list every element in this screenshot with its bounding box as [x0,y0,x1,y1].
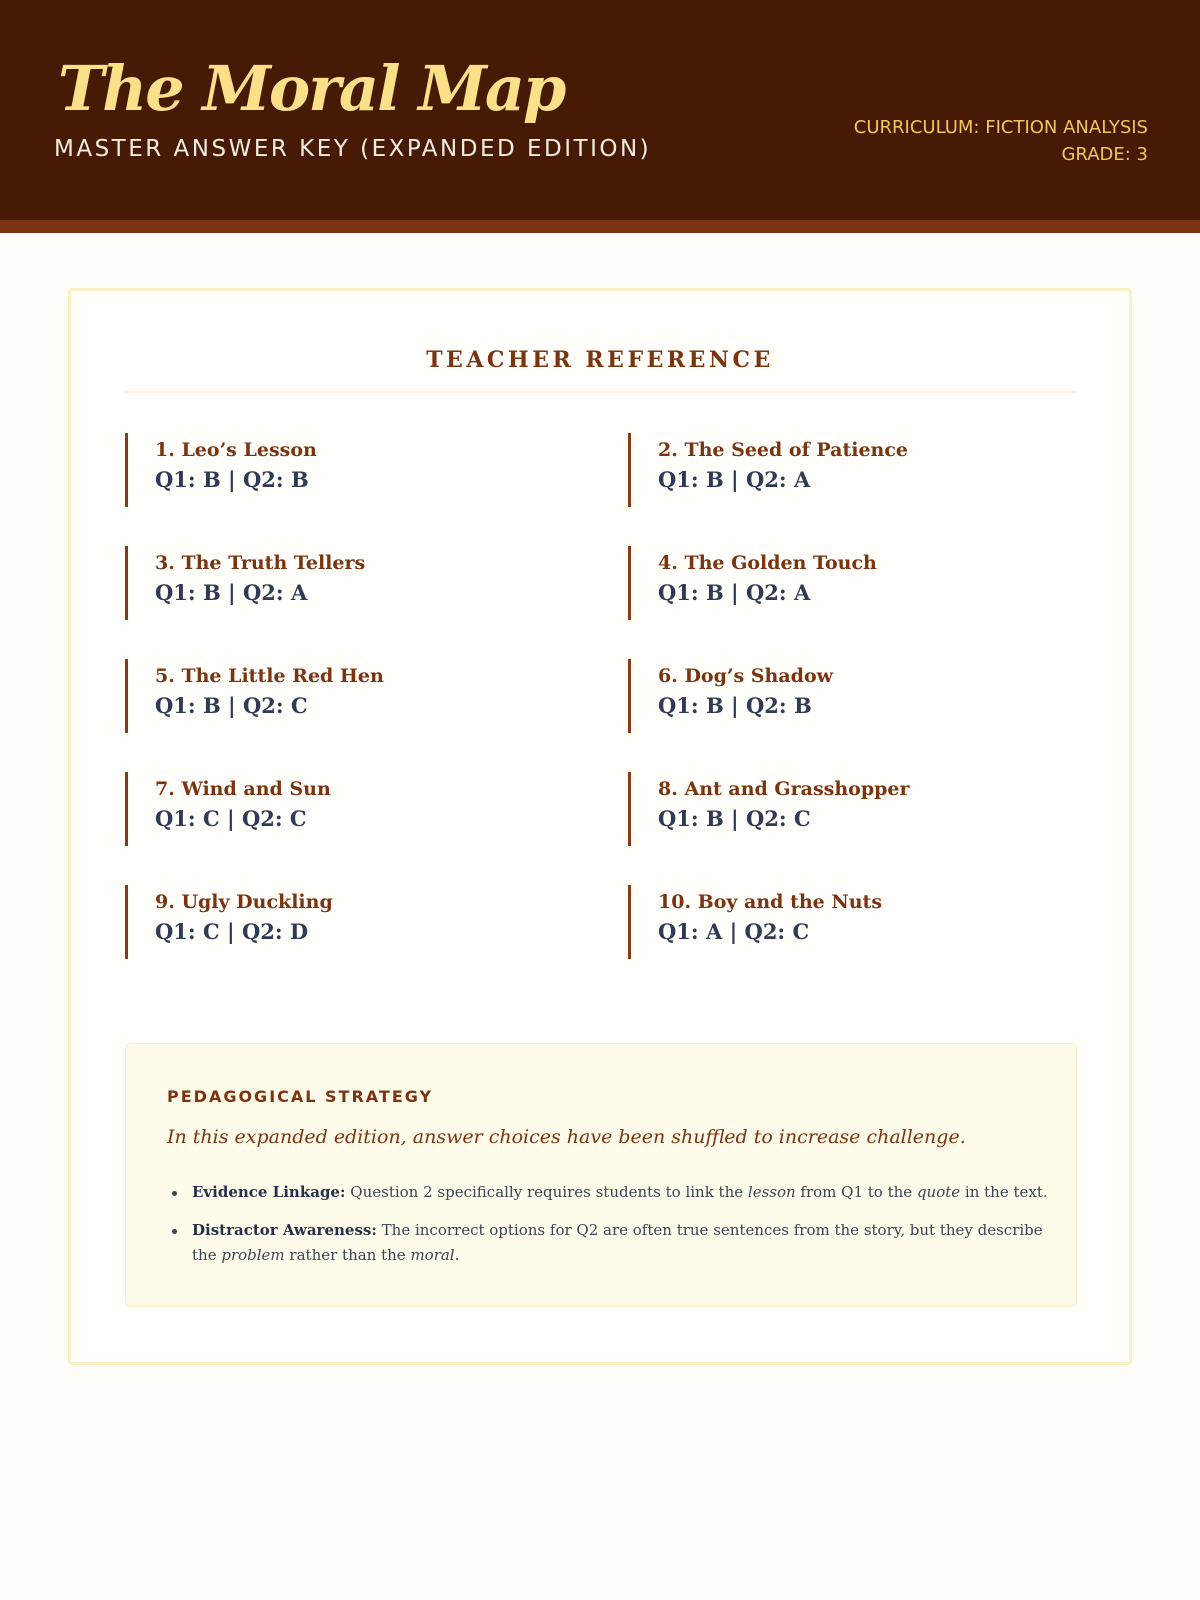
answer-key-card [68,288,1132,1365]
curriculum-meta [854,114,1148,168]
answer-item [125,659,565,733]
story-answers: Q1: B | Q2: C [155,693,308,718]
section-heading: TEACHER REFERENCE [426,347,774,373]
strategy-bullet [192,1180,1052,1205]
story-answers: Q1: B | Q2: B [658,693,812,718]
answer-item [125,546,565,620]
story-answers: Q1: B | Q2: B [155,467,309,492]
story-title: 5. The Little Red Hen [155,665,384,687]
document-subtitle: MASTER ANSWER KEY (EXPANDED EDITION) [54,136,652,162]
header-divider [0,220,1200,233]
grade-label: GRADE: 3 [1061,144,1148,165]
bullet-text: from Q1 to the [795,1183,917,1201]
answer-item [628,433,1068,507]
story-title: 8. Ant and Grasshopper [658,778,910,800]
pedagogical-strategy-box [125,1043,1077,1307]
answer-item [125,885,565,959]
story-title: 3. The Truth Tellers [155,552,366,574]
story-title: 6. Dog’s Shadow [658,665,833,687]
answer-item [628,546,1068,620]
answer-item [628,659,1068,733]
bullet-emphasis: moral [410,1246,455,1264]
story-answers: Q1: B | Q2: A [658,467,811,492]
story-answers: Q1: B | Q2: C [658,806,811,831]
bullet-text: in the text. [960,1183,1048,1201]
bullet-emphasis: problem [221,1246,285,1264]
answer-item [628,772,1068,846]
story-title: 10. Boy and the Nuts [658,891,883,913]
heading-divider [125,391,1077,393]
story-title: 1. Leo’s Lesson [155,439,317,461]
story-title: 9. Ugly Duckling [155,891,333,913]
strategy-list [192,1180,1052,1281]
story-answers: Q1: A | Q2: C [658,919,810,944]
bullet-text: The incorrect options for Q2 are often true sentences from the story, but they describe the [192,1221,1043,1264]
curriculum-label: CURRICULUM: FICTION ANALYSIS [853,117,1148,138]
answer-item [125,772,565,846]
bullet-term: Evidence Linkage: [192,1183,346,1201]
strategy-label: PEDAGOGICAL STRATEGY [167,1087,434,1106]
answer-item [125,433,565,507]
story-answers: Q1: B | Q2: A [658,580,811,605]
story-title: 4. The Golden Touch [658,552,877,574]
brand-title: The Moral Map [58,52,565,125]
bullet-text: . [454,1246,460,1264]
page-header [0,0,1200,220]
answer-item [628,885,1068,959]
strategy-bullet [192,1218,1052,1268]
story-title: 2. The Seed of Patience [658,439,909,461]
story-answers: Q1: B | Q2: A [155,580,308,605]
strategy-intro: In this expanded edition, answer choices have been shuffled to increase challenge. [167,1126,966,1148]
bullet-text: Question 2 specifically requires students to link the [345,1183,748,1201]
bullet-emphasis: quote [916,1183,961,1201]
story-answers: Q1: C | Q2: C [155,806,307,831]
bullet-term: Distractor Awareness: [192,1221,377,1239]
story-title: 7. Wind and Sun [155,778,331,800]
bullet-emphasis: lesson [747,1183,796,1201]
story-answers: Q1: C | Q2: D [155,919,309,944]
bullet-text: rather than the [284,1246,411,1264]
